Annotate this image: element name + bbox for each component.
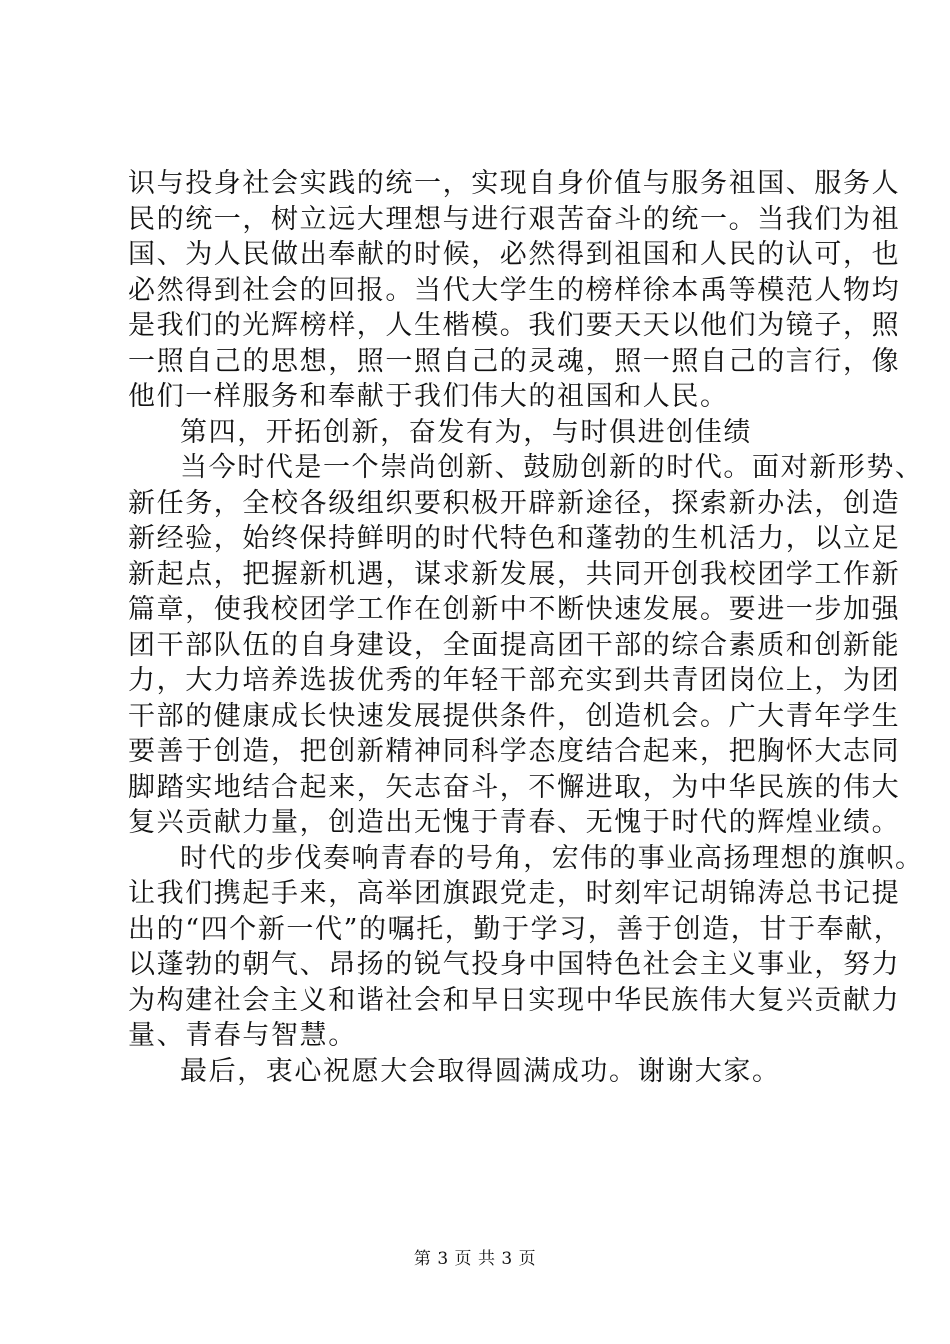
document-body (128, 166, 924, 1089)
text-line: 新经验，始终保持鲜明的时代特色和蓬勃的生机活力，以立足 (128, 523, 901, 554)
text-line: 新起点，把握新机遇，谋求新发展，共同开创我校团学工作新 (128, 558, 901, 590)
text-line: 他们一样服务和奉献于我们伟大的祖国和人民。 (128, 381, 729, 412)
text-line: 一照自己的思想，照一照自己的灵魂，照一照自己的言行，像 (128, 345, 901, 377)
text-line: 时代的步伐奏响青春的号角，宏伟的事业高扬理想的旗帜。 (180, 842, 924, 874)
text-line: 要善于创造，把创新精神同科学态度结合起来，把胸怀大志同 (128, 736, 901, 767)
text-line: 脚踏实地结合起来，矢志奋斗，不懈进取，为中华民族的伟大 (128, 771, 901, 803)
text-line: 识与投身社会实践的统一，实现自身价值与服务祖国、服务人 (128, 168, 901, 199)
text-line: 以蓬勃的朝气、昂扬的锐气投身中国特色社会主义事业，努力 (128, 949, 901, 980)
text-line: 国、为人民做出奉献的时候，必然得到祖国和人民的认可，也 (128, 239, 901, 270)
text-line: 复兴贡献力量，创造出无愧于青春、无愧于时代的辉煌业绩。 (128, 807, 901, 838)
text-line: 必然得到社会的回报。当代大学生的榜样徐本禹等模范人物均 (128, 274, 901, 306)
text-line: 量、青春与智慧。 (128, 1020, 357, 1051)
text-line: 力，大力培养选拔优秀的年轻干部充实到共青团岗位上，为团 (128, 665, 901, 696)
page-number: 第 3 页 共 3 页 (413, 1249, 537, 1269)
text-line: 出的“四个新一代”的嘱托，勤于学习，善于创造，甘于奉献， (128, 913, 903, 945)
text-line: 干部的健康成长快速发展提供条件，创造机会。广大青年学生 (128, 700, 901, 732)
closing-line: 最后，衷心祝愿大会取得圆满成功。谢谢大家。 (180, 1055, 781, 1087)
text-line: 为构建社会主义和谐社会和早日实现中华民族伟大复兴贡献力 (128, 984, 901, 1016)
text-line: 让我们携起手来，高举团旗跟党走，时刻牢记胡锦涛总书记提 (128, 878, 901, 909)
page-footer (0, 1244, 950, 1269)
text-line: 团干部队伍的自身建设，全面提高团干部的综合素质和创新能 (128, 629, 901, 661)
section-heading: 第四，开拓创新，奋发有为，与时俱进创佳绩 (180, 416, 752, 448)
text-line: 是我们的光辉榜样，人生楷模。我们要天天以他们为镜子，照 (128, 310, 901, 341)
text-line: 篇章，使我校团学工作在创新中不断快速发展。要进一步加强 (128, 594, 901, 625)
text-line: 民的统一，树立远大理想与进行艰苦奋斗的统一。当我们为祖 (128, 203, 901, 235)
text-line: 当今时代是一个崇尚创新、鼓励创新的时代。面对新形势、 (180, 452, 924, 483)
text-line: 新任务，全校各级组织要积极开辟新途径，探索新办法，创造 (128, 487, 901, 519)
